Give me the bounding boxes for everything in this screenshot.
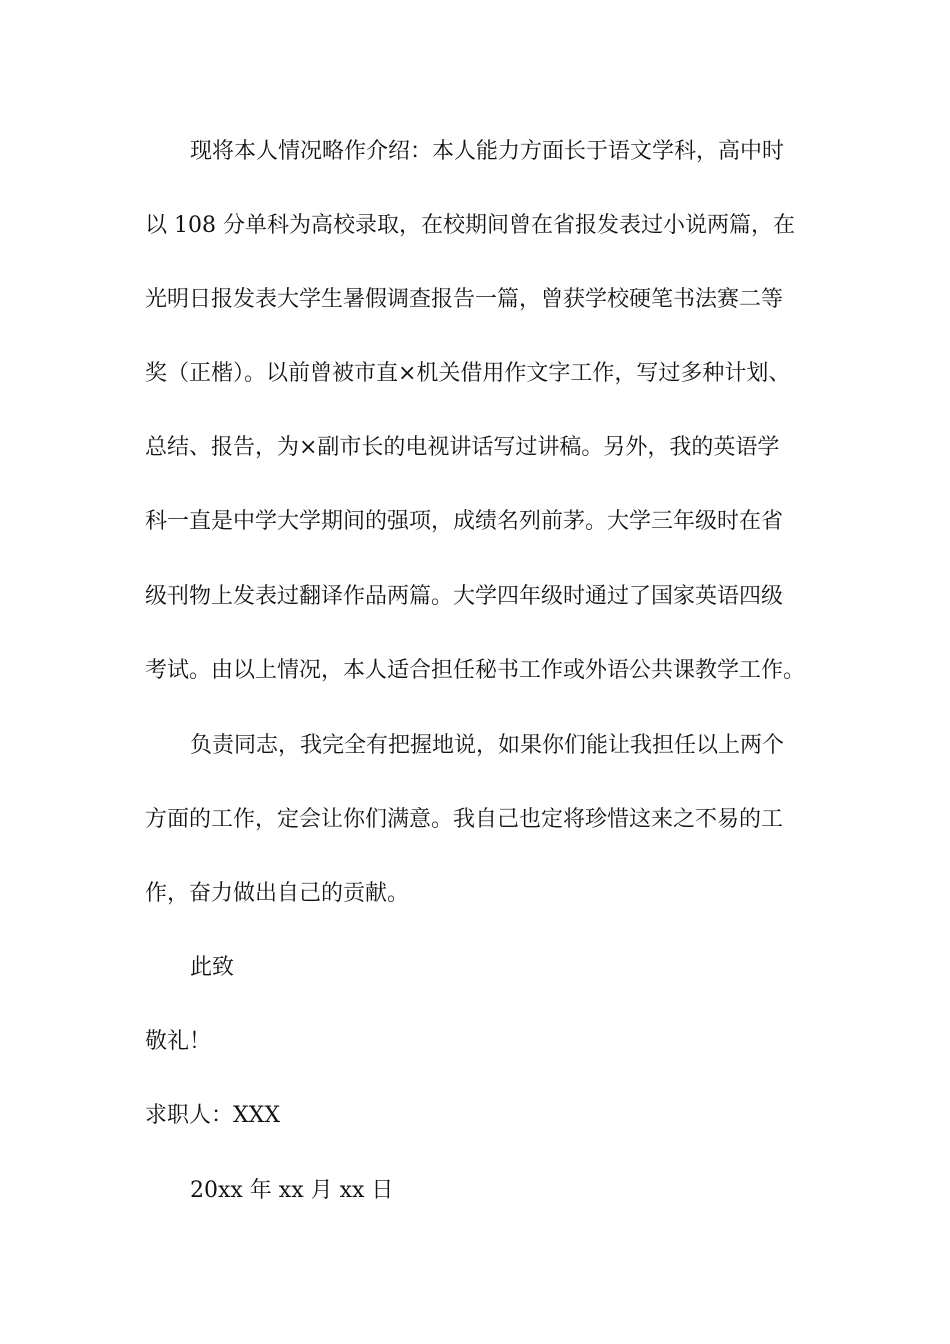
letter-date: 20xx 年 xx 月 xx 日 [190, 1178, 394, 1203]
closing-salutation: 此致 [190, 955, 235, 980]
paragraph-1-line-7: 级刊物上发表过翻译作品两篇。大学四年级时通过了国家英语四级 [145, 584, 784, 609]
paragraph-2-line-1: 负责同志，我完全有把握地说，如果你们能让我担任以上两个 [190, 733, 785, 758]
paragraph-1-line-1: 现将本人情况略作介绍：本人能力方面长于语文学科，高中时 [190, 139, 785, 164]
paragraph-1-line-5: 总结、报告，为×副市长的电视讲话写过讲稿。另外，我的英语学 [145, 435, 780, 460]
paragraph-2-line-2: 方面的工作，定会让你们满意。我自己也定将珍惜这来之不易的工 [145, 807, 784, 832]
closing-regards: 敬礼！ [145, 1029, 212, 1054]
paragraph-1-line-6: 科一直是中学大学期间的强项，成绩名列前茅。大学三年级时在省 [145, 509, 784, 534]
paragraph-1-line-2: 以 108 分单科为高校录取，在校期间曾在省报发表过小说两篇，在 [145, 213, 795, 238]
paragraph-1-line-3: 光明日报发表大学生暑假调查报告一篇，曾获学校硬笔书法赛二等 [145, 287, 784, 312]
applicant-signature: 求职人：XXX [145, 1103, 280, 1128]
paragraph-1-line-4: 奖（正楷）。以前曾被市直×机关借用作文字工作，写过多种计划、 [145, 361, 791, 386]
paragraph-1-line-8: 考试。由以上情况，本人适合担任秘书工作或外语公共课教学工作。 [145, 658, 806, 683]
paragraph-2-line-3: 作，奋力做出自己的贡献。 [145, 881, 410, 906]
